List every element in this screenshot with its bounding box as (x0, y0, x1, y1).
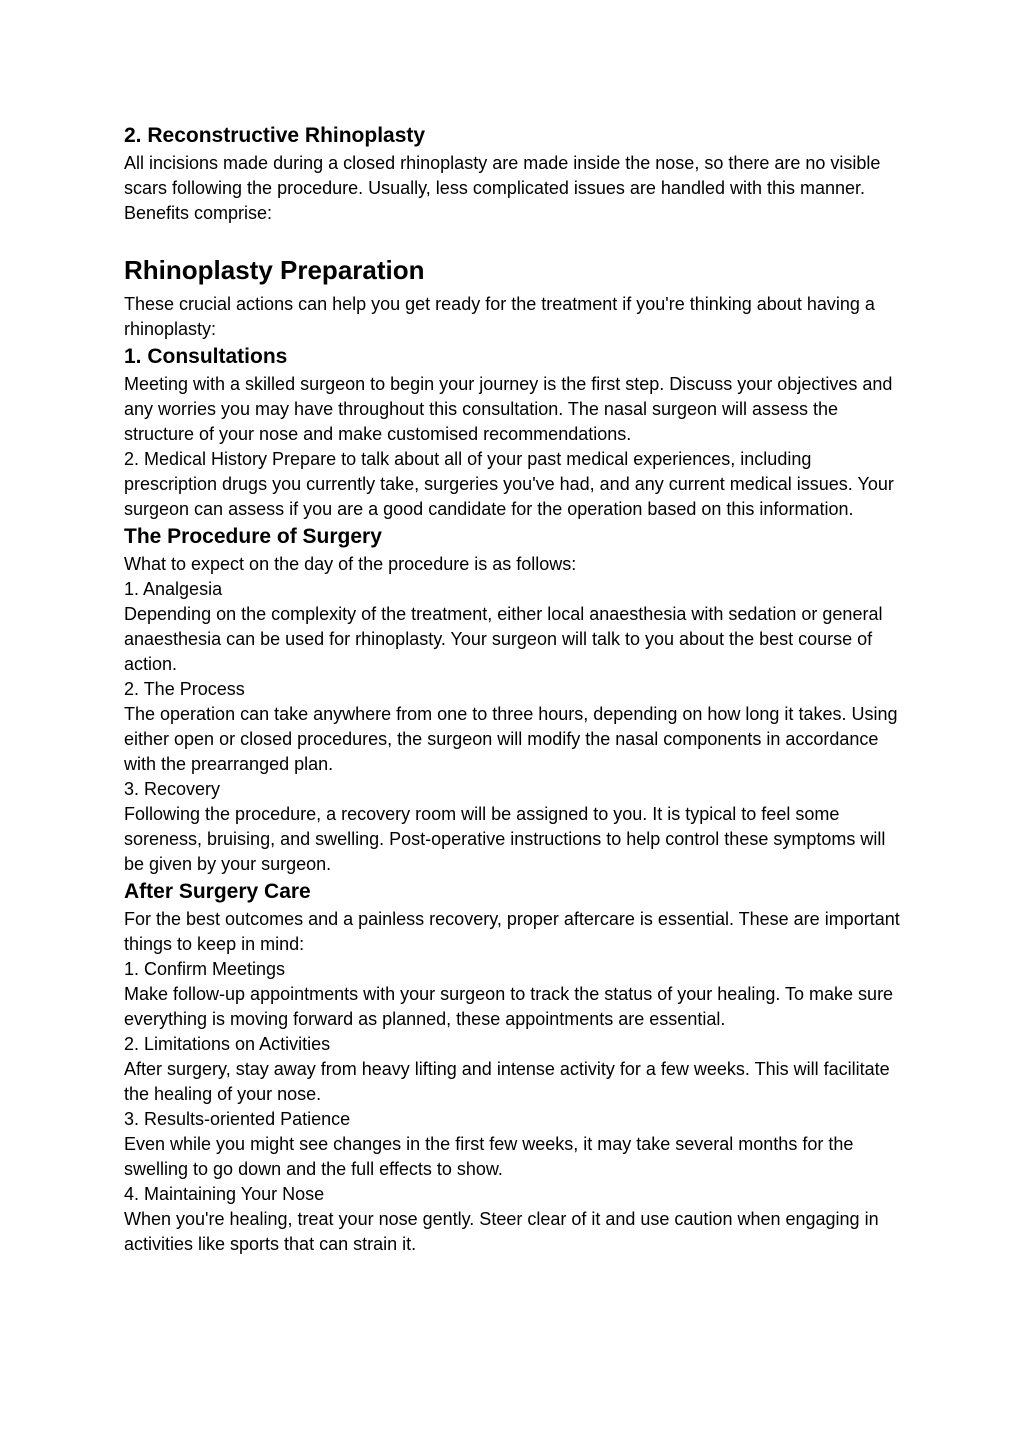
reconstructive-heading: 2. Reconstructive Rhinoplasty (124, 124, 426, 147)
aftercare-item-text: After surgery, stay away from heavy lifting and intense activity for a few weeks. This will facilitate the healing of your nose. (124, 1059, 890, 1104)
procedure-item-text: Following the procedure, a recovery room will be assigned to you. It is typical to feel some soreness, bruising, and swelling. Post-operative instructions to help control these symptoms will be given by your surgeon. (124, 804, 886, 874)
procedure-item-text: Depending on the complexity of the treatment, either local anaesthesia with sedation or general anaesthesia can be used for rhinoplasty. Your surgeon will talk to you about the best course of action. (124, 604, 883, 674)
aftercare-item-label: 2. Limitations on Activities (124, 1034, 331, 1054)
procedure-intro: What to expect on the day of the procedure is as follows: (124, 554, 577, 574)
aftercare-item-label: 3. Results-oriented Patience (124, 1109, 351, 1129)
medical-history-paragraph: 2. Medical History Prepare to talk about all of your past medical experiences, including prescription drugs you currently take, surgeries you've had, and any current medical issues. Your surgeon can assess if you are a good candidate for the operation based on this information. (124, 449, 894, 519)
reconstructive-paragraph: All incisions made during a closed rhinoplasty are made inside the nose, so there are no visible scars following the procedure. Usually, less complicated issues are handled with this manner. Benefits comprise: (124, 153, 881, 223)
aftercare-item-label: 1. Confirm Meetings (124, 959, 286, 979)
procedure-item-label: 2. The Process (124, 679, 245, 699)
aftercare-item-label: 4. Maintaining Your Nose (124, 1184, 325, 1204)
preparation-intro: These crucial actions can help you get ready for the treatment if you're thinking about having a rhinoplasty: (124, 294, 875, 339)
aftercare-item-text: Even while you might see changes in the first few weeks, it may take several months for the swelling to go down and the full effects to show. (124, 1134, 854, 1179)
procedure-heading: The Procedure of Surgery (124, 525, 382, 548)
aftercare-item-text: When you're healing, treat your nose gently. Steer clear of it and use caution when engaging in activities like sports that can strain it. (124, 1209, 879, 1254)
procedure-item-label: 3. Recovery (124, 779, 221, 799)
preparation-title: Rhinoplasty Preparation (124, 255, 425, 285)
aftercare-intro: For the best outcomes and a painless recovery, proper aftercare is essential. These are important things to keep in mind: (124, 909, 900, 954)
aftercare-heading: After Surgery Care (124, 880, 311, 903)
document-page (124, 121, 904, 1257)
consultations-paragraph: Meeting with a skilled surgeon to begin your journey is the first step. Discuss your objectives and any worries you may have throughout this consultation. The nasal surgeon will assess the structure of your nose and make customised recommendations. (124, 374, 893, 444)
consultations-heading: 1. Consultations (124, 345, 288, 368)
aftercare-item-text: Make follow-up appointments with your surgeon to track the status of your healing. To make sure everything is moving forward as planned, these appointments are essential. (124, 984, 894, 1029)
procedure-item-label: 1. Analgesia (124, 579, 223, 599)
procedure-item-text: The operation can take anywhere from one to three hours, depending on how long it takes. Using either open or closed procedures, the surgeon will modify the nasal components in accordance with the prearranged plan. (124, 704, 898, 774)
